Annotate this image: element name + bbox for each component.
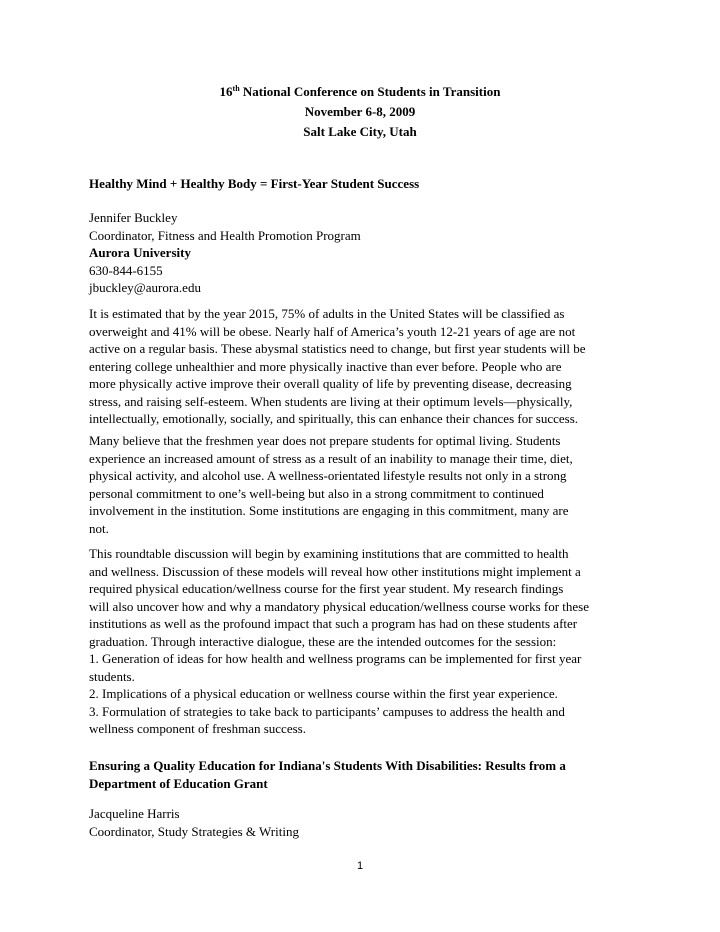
paragraph-line: will also uncover how and why a mandatory physical education/wellness course works for these — [89, 598, 590, 614]
conference-name: National Conference on Students in Transition — [242, 84, 501, 99]
paragraph-line: This roundtable discussion will begin by examining institutions that are committed to health — [89, 546, 569, 561]
paragraph-line: required physical education/wellness course for the first year student. My research findings — [89, 581, 564, 596]
conference-dates: November 6-8, 2009 — [304, 104, 416, 119]
session1-paragraph-1 — [89, 305, 649, 428]
outcome-item: students. — [89, 668, 135, 684]
paragraph-line: more physically active improve their overall quality of life by preventing disease, decreasing — [89, 376, 572, 391]
session2-presenter-role: Coordinator, Study Strategies & Writing — [89, 823, 299, 839]
paragraph-line: It is estimated that by the year 2015, 75% of adults in the United States will be classified as — [89, 306, 565, 321]
paragraph-line: and wellness. Discussion of these models will reveal how other institutions might implement a — [89, 563, 581, 579]
session1-email: jbuckley@aurora.edu — [89, 280, 201, 295]
session1-presenter-block — [89, 209, 649, 297]
session1-heading-block — [89, 175, 649, 193]
paragraph-line: involvement in the institution. Some institutions are engaging in this commitment, many are — [89, 503, 569, 518]
paragraph-line: intellectually, emotionally, socially, and spiritually, this can enhance their chances for success. — [89, 411, 579, 426]
ordinal-number: 16 — [219, 84, 233, 99]
session2-title-line: Ensuring a Quality Education for Indiana's Students With Disabilities: Results from a — [89, 758, 566, 773]
session1-presenter-role: Coordinator, Fitness and Health Promotion Program — [89, 227, 361, 243]
paragraph-line: entering college unhealthier and more physically inactive than ever before. People who are — [89, 358, 562, 374]
conference-header — [0, 82, 720, 142]
paragraph-line: experience an increased amount of stress as a result of an inability to manage their time, diet, — [89, 450, 573, 466]
conference-location: Salt Lake City, Utah — [303, 124, 417, 139]
paragraph-line: institutions as well as the profound impact that such a program has had on these students after — [89, 616, 578, 631]
paragraph-line: graduation. Through interactive dialogue, these are the intended outcomes for the session: — [89, 633, 557, 649]
session2-presenter-block — [89, 805, 649, 840]
session1-presenter-name: Jennifer Buckley — [89, 210, 178, 225]
paragraph-line: Many believe that the freshmen year does not prepare students for optimal living. Students — [89, 433, 561, 448]
paragraph-line: overweight and 41% will be obese. Nearly half of America’s youth 12-21 years of age are not — [89, 323, 576, 339]
ordinal-suffix: th — [232, 84, 240, 93]
paragraph-line: active on a regular basis. These abysmal statistics need to change, but first year students will be — [89, 341, 586, 356]
outcome-item: wellness component of freshman success. — [89, 721, 306, 736]
session2-heading-block — [89, 757, 649, 792]
session2-presenter-name: Jacqueline Harris — [89, 806, 180, 821]
outcome-item: 1. Generation of ideas for how health and wellness programs can be implemented for first year — [89, 651, 582, 666]
session1-paragraph-3 — [89, 545, 649, 738]
session1-title: Healthy Mind + Healthy Body = First-Year Student Success — [89, 176, 420, 191]
conference-title — [0, 82, 720, 102]
paragraph-line: stress, and raising self-esteem. When students are living at their optimum levels—physically, — [89, 393, 573, 409]
paragraph-line: personal commitment to one’s well-being but also in a strong commitment to continued — [89, 485, 544, 501]
paragraph-line: not. — [89, 520, 109, 536]
session1-phone: 630-844-6155 — [89, 262, 163, 278]
paragraph-line: physical activity, and alcohol use. A wellness-orientated lifestyle results not only in a strong — [89, 468, 567, 483]
session2-title-line: Department of Education Grant — [89, 775, 268, 791]
session1-paragraph-2 — [89, 432, 649, 537]
session1-institution: Aurora University — [89, 245, 191, 260]
page-number: 1 — [356, 860, 364, 872]
outcome-item: 2. Implications of a physical education or wellness course within the first year experience. — [89, 686, 558, 701]
outcome-item: 3. Formulation of strategies to take back to participants’ campuses to address the health and — [89, 703, 565, 719]
